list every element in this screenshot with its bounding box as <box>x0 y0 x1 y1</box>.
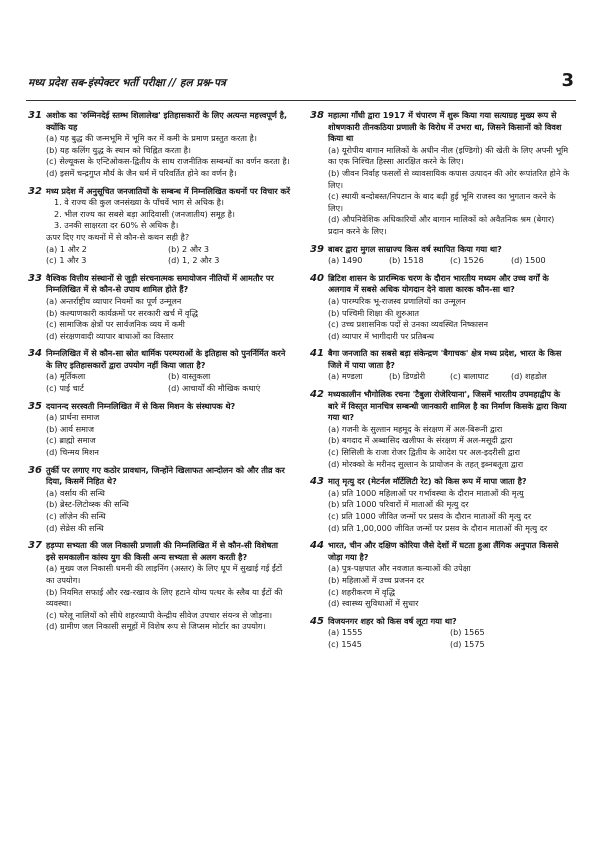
question-block <box>310 244 572 267</box>
option-item: (c) 1545 <box>328 638 362 649</box>
options-list <box>310 371 572 383</box>
question-text: बाबर द्वारा मुगल साम्राज्य किस वर्ष स्थापित किया गया था? <box>328 243 502 254</box>
option-item: (c) 1 और 3 <box>46 255 87 266</box>
question-number: 36 <box>28 464 42 476</box>
option-item: (b) डिण्डोरी <box>389 371 426 382</box>
question-head <box>28 273 290 296</box>
question-number: 32 <box>28 185 42 197</box>
option-item: (b) नियमित सफाई और रख-रखाव के लिए हटाने योग्य पत्थर के स्लैब या ईंटों की व्यवस्था। <box>46 586 283 609</box>
question-text: महात्मा गाँधी द्वारा 1917 में चंपारण में शुरू किया गया सत्याग्रह मुख्य रूप से शोषणकारी तीनकठिया प्रणाली के विरोध में उभरा था, जिसने किसानों को विवश किया था <box>328 110 562 144</box>
question-block <box>28 540 290 633</box>
options-list <box>310 627 572 650</box>
option-item: (d) स्वास्थ्य सुविधाओं में सुधार <box>328 598 419 609</box>
question-head <box>28 186 290 198</box>
statement-item: 3. उनकी साक्षरता दर 60% से अधिक है। <box>54 220 179 231</box>
option-item: (d) इसमें चन्द्रगुप्त मौर्य के जैन धर्म में परिवर्तित होने का वर्णन है। <box>46 167 237 178</box>
option-item: (b) 1565 <box>450 627 485 638</box>
option-item: (d) 1, 2 और 3 <box>168 255 220 266</box>
right-column <box>310 110 572 657</box>
question-number: 41 <box>310 348 324 360</box>
question-block <box>28 110 290 180</box>
option-item: (c) सिसिली के राजा रोजर द्वितीय के आदेश पर अल-इदरीसी द्वारा <box>328 447 521 458</box>
question-block <box>310 476 572 534</box>
option-item: (c) ब्राह्मो समाज <box>46 435 96 446</box>
question-text: बैगा जनजाति का सबसे बड़ा संकेन्द्रण 'बैगाचक' क्षेत्र मध्य प्रदेश, भारत के किस जिले में पाया जाता है? <box>328 348 562 370</box>
option-item: (b) ब्रेस्ट-लिटोव्स्क की सन्धि <box>46 499 129 510</box>
question-head <box>28 465 290 488</box>
question-number: 33 <box>28 272 42 284</box>
option-item: (a) मुख्य जल निकासी धमनी की लाइनिंग (अस्तर) के लिए धूप में सुखाई गई ईंटों का उपयोग। <box>46 563 283 585</box>
question-number: 37 <box>28 540 42 552</box>
question-text: मध्य प्रदेश में अनुसूचित जनजातियों के सम्बन्ध में निम्नलिखित कथनों पर विचार करें <box>46 185 291 196</box>
question-text: ब्रिटिश शासन के प्रारम्भिक चरण के दौरान भारतीय मध्यम और उच्च वर्गों के अलगाव में सबसे अधिक योगदान देने वाला कारक कौन-सा था? <box>328 272 549 295</box>
options-list <box>310 424 572 470</box>
option-item: (b) पश्चिमी शिक्षा की शुरुआत <box>328 307 419 318</box>
options-list <box>28 488 290 534</box>
option-item: (d) 1500 <box>511 255 546 266</box>
question-block <box>310 348 572 383</box>
option-item: (b) आर्य समाज <box>46 423 94 434</box>
option-item: (c) स्थायी बन्दोबस्त/निपटान के बाद बढ़ी हुई भूमि राजस्व का भुगतान करने के लिए। <box>328 191 556 213</box>
question-block <box>28 186 290 267</box>
question-head <box>310 476 572 488</box>
question-head <box>310 540 572 563</box>
question-number: 31 <box>28 110 42 121</box>
question-block <box>28 465 290 535</box>
question-text: मातृ मृत्यु दर (मेटर्नल मॉर्टेलिटी रेट) को किस रूप में मापा जाता है? <box>328 476 527 487</box>
question-block <box>28 348 290 394</box>
option-item: (d) ग्रामीण जल निकासी समूहों में विशेष रूप से जिप्सम मोर्टार का उपयोग। <box>46 621 266 632</box>
option-item: (b) प्रति 1000 परिवारों में माताओं की मृत्यु दर <box>328 499 469 510</box>
options-list <box>310 488 572 534</box>
option-item: (a) 1 और 2 <box>46 243 87 254</box>
question-text: हड़प्पा सभ्यता की जल निकासी प्रणाली की निम्नलिखित में से कौन-सी विशेषता इसे समकालीन कांस्य युग की किसी अन्य सभ्यता से अलग करती है? <box>46 540 279 562</box>
option-item: (b) महिलाओं में उच्च प्रजनन दर <box>328 574 425 585</box>
options-list <box>28 371 290 394</box>
question-number: 39 <box>310 243 324 255</box>
question-number: 34 <box>28 348 42 360</box>
question-block <box>310 540 572 610</box>
question-head <box>310 244 572 256</box>
option-item: (a) 1490 <box>328 255 363 266</box>
options-list <box>28 133 290 179</box>
statement-list <box>28 197 290 232</box>
question-number: 35 <box>28 400 42 412</box>
question-block <box>28 401 290 459</box>
option-item: (a) पुत्र-पक्षपात और नवजात कन्याओं की उपेक्षा <box>328 563 471 574</box>
question-head <box>310 389 572 424</box>
question-block <box>310 273 572 343</box>
option-item: (d) मोरक्को के मरीनद सुल्तान के प्रायोजन के तहत् इब्नबतूता द्वारा <box>328 458 524 469</box>
question-text: अशोक का 'रुम्मिनदेई स्तम्भ शिलालेख' इतिहासकारों के लिए अत्यन्त महत्त्वपूर्ण है, क्योंकि यह <box>46 110 288 132</box>
option-item: (c) शहरीकरण में वृद्धि <box>328 586 395 597</box>
option-item: (c) उच्च प्रशासनिक पदों से उनका व्यवस्थित निष्कासन <box>328 319 488 330</box>
question-number: 45 <box>310 615 324 627</box>
options-list <box>28 563 290 633</box>
question-head <box>28 401 290 413</box>
question-text: मध्यकालीन भौगोलिक रचना 'टैबुला रोजेरियाना', जिसमें भारतीय उपमहाद्वीप के बारे में विस्तृत मानचित्र सम्बन्धी जानकारी शामिल है का निर्माण किसके द्वारा किया गया था? <box>328 389 567 423</box>
option-item: (d) संरक्षणवादी व्यापार बाधाओं का विस्तार <box>46 330 174 341</box>
option-item: (b) वास्तुकला <box>168 371 211 382</box>
option-item: (a) वर्साय की सन्धि <box>46 487 105 498</box>
option-item: (b) यह कलिंग युद्ध के स्थान को चिह्नित करता है। <box>46 144 191 155</box>
question-head <box>28 348 290 371</box>
option-item: (d) चिन्मय मिशन <box>46 447 99 458</box>
option-item: (c) पाई चार्ट <box>46 383 84 394</box>
statement-item: 1. वे राज्य की कुल जनसंख्या के पाँचवें भाग से अधिक है। <box>54 197 224 208</box>
options-list <box>28 412 290 458</box>
question-block <box>28 273 290 343</box>
option-item: (a) मूर्तिकला <box>46 371 86 382</box>
question-head <box>310 348 572 371</box>
option-item: (c) घरेलू नालियों को सीधे शहरव्यापी केन्द्रीय सीवेज उपचार संयन्त्र से जोड़ना। <box>46 609 273 620</box>
question-head <box>310 273 572 296</box>
option-item: (b) 1518 <box>389 255 424 266</box>
question-number: 40 <box>310 272 324 284</box>
question-text: विजयनगर शहर को किस वर्ष लूटा गया था? <box>328 615 457 626</box>
option-item: (c) लॉज़ेन की सन्धि <box>46 511 106 521</box>
question-head <box>310 616 572 628</box>
option-item: (d) आचार्यों की मौखिक कथाएं <box>168 383 261 394</box>
options-list <box>310 145 572 238</box>
option-item: (a) प्रार्थना समाज <box>46 412 100 423</box>
question-block <box>310 616 572 651</box>
option-item: (d) प्रति 1,00,000 जीवित जन्मों पर प्रसव के दौरान माताओं की मृत्यु दर <box>328 522 548 533</box>
question-subtext: ऊपर दिए गए कथनों में से कौन-से कथन सही है? <box>46 231 190 242</box>
question-block <box>310 110 572 238</box>
question-text: तुर्की पर लगाए गए कठोर प्रावधान, जिन्होंने खिलाफत आन्दोलन को और तीव्र कर दिया, किसमें निहित थे? <box>46 464 285 487</box>
option-item: (c) प्रति 1000 जीवित जन्मों पर प्रसव के दौरान माताओं की मृत्यु दर <box>328 511 532 521</box>
option-item: (b) जीवन निर्वाह फसलों से व्यावसायिक कपास उत्पादन की ओर रूपांतरित होने के लिए। <box>328 167 570 190</box>
option-item: (c) सामाजिक क्षेत्रों पर सार्वजनिक व्यय में कमी <box>46 319 185 330</box>
options-list <box>310 255 572 267</box>
options-list <box>310 563 572 609</box>
question-number: 42 <box>310 389 324 401</box>
option-item: (a) यह बुद्ध की जन्मभूमि में भूमि कर में कमी के प्रमाण प्रस्तुत करता है। <box>46 133 257 144</box>
option-item: (a) 1555 <box>328 627 363 638</box>
options-list <box>28 296 290 342</box>
option-item: (a) यूरोपीय बागान मालिकों के अधीन नील (इण्डिगो) की खेती के लिए अपनी भूमि का एक निश्चित हिस्सा आरक्षित करने के लिए। <box>328 144 569 167</box>
option-item: (a) गजनी के सुल्तान महमूद के संरक्षण में अल-बिरूनी द्वारा <box>328 423 503 434</box>
option-item: (b) 2 और 3 <box>168 243 210 254</box>
options-list <box>310 296 572 342</box>
option-item: (b) बगदाद में अब्बासिद खलीफा के संरक्षण में अल-मसूदी द्वारा <box>328 435 513 446</box>
question-head <box>28 540 290 563</box>
question-head <box>28 110 290 133</box>
option-item: (c) सेल्यूकस के एन्टिओकस-द्वितीय के साथ राजनीतिक सम्बन्धों का वर्णन करता है। <box>46 156 290 167</box>
question-block <box>310 389 572 470</box>
question-head <box>310 110 572 145</box>
question-text: वैश्विक वित्तीय संस्थानों से जुड़ी संरचनात्मक समायोजन नीतियों में आमतौर पर निम्नलिखित में से कौन-से उपाय शामिल होते हैं? <box>46 272 274 295</box>
option-item: (a) मण्डला <box>328 371 363 382</box>
question-number: 43 <box>310 476 324 488</box>
option-item: (d) शहडोल <box>511 371 547 382</box>
option-item: (b) कल्याणकारी कार्यक्रमों पर सरकारी खर्च में वृद्धि <box>46 307 198 318</box>
exam-title: मध्य प्रदेश सब-इंस्पेक्टर भर्ती परीक्षा // हल प्रश्न-पत्र <box>28 77 226 89</box>
question-text: भारत, चीन और दक्षिण कोरिया जैसे देशों में घटता हुआ लैंगिक अनुपात किससे जोड़ा गया है? <box>328 540 559 562</box>
option-item: (a) अन्तर्राष्ट्रीय व्यापार नियमों का पूर्ण उन्मूलन <box>46 295 182 306</box>
statement-item: 2. भील राज्य का सबसे बड़ा आदिवासी (जनजातीय) समूह है। <box>54 208 235 219</box>
option-item: (c) 1526 <box>450 255 484 266</box>
option-item: (a) पारम्परिक भू-राजस्व प्रणालियों का उन्मूलन <box>328 295 466 306</box>
header-rule <box>26 100 576 101</box>
options-list <box>28 244 290 267</box>
question-number: 44 <box>310 540 324 552</box>
question-number: 38 <box>310 110 324 121</box>
question-text: दयानन्द सरस्वती निम्नलिखित में से किस मिशन के संस्थापक थे? <box>46 400 236 411</box>
option-item: (a) प्रति 1000 महिलाओं पर गर्भावस्था के दौरान माताओं की मृत्यु <box>328 487 524 498</box>
left-column <box>28 110 290 639</box>
option-item: (d) व्यापार में भागीदारी पर प्रतिबन्ध <box>328 330 435 341</box>
option-item: (d) 1575 <box>450 638 485 649</box>
option-item: (d) औपनिवेशिक अधिकारियों और बागान मालिकों को अवैतनिक श्रम (बेगार) प्रदान करने के लिए। <box>328 214 555 236</box>
question-text: निम्नलिखित में से कौन-सा स्रोत धार्मिक परम्पराओं के इतिहास को पुनर्निर्मित करने के लिए इतिहासकारों द्वारा उपयोग नहीं किया जाता है? <box>46 348 286 370</box>
page-number: 3 <box>561 70 574 91</box>
option-item: (d) सेव्रेस की सन्धि <box>46 522 104 533</box>
page-header <box>28 70 574 94</box>
option-item: (c) बालाघाट <box>450 371 489 382</box>
